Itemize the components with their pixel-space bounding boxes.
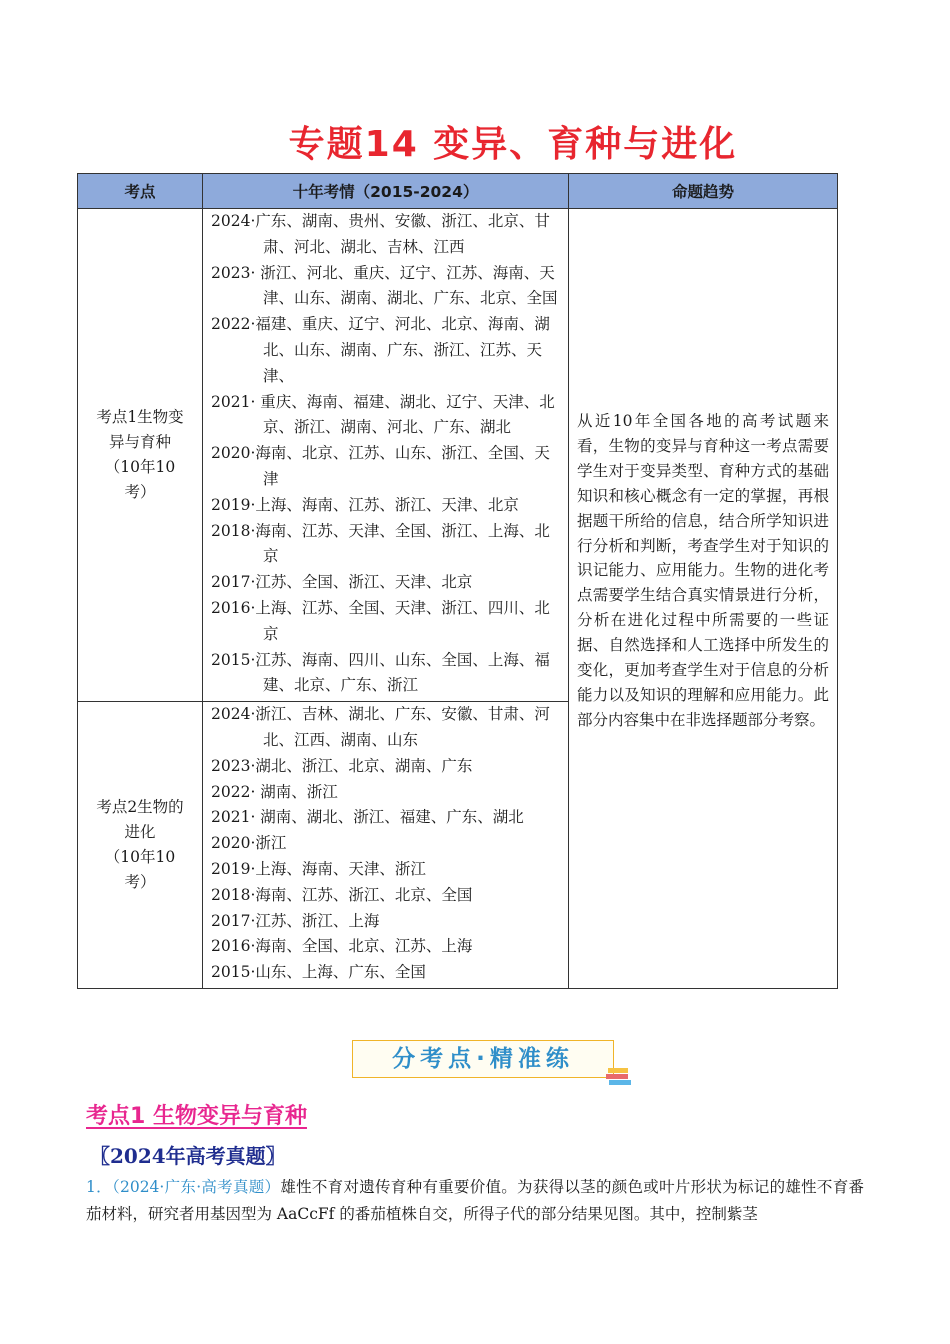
overview-table [77, 173, 838, 989]
topic-name-line: （10年10 [104, 848, 176, 867]
year-entry: 2015·江苏、海南、四川、山东、全国、上海、福建、北京、广东、浙江 [211, 650, 550, 695]
topic-name-line: 考点1生物变 [96, 408, 184, 427]
year-entry: 2019·上海、海南、天津、浙江 [211, 859, 426, 878]
question-text: 雄性不育对遗传育种有重要价值。为获得以茎的颜色或叶片形状为标记的雄性不育番茄材料，研究者用基因型为 AaCcFf 的番茄植株自交，所得子代的部分结果见图。其中，控制紫茎 [86, 1178, 864, 1223]
practice-badge: 分考点·精准练 [352, 1040, 614, 1078]
year-entry: 2021· 重庆、海南、福建、湖北、辽宁、天津、北京、浙江、湖南、河北、广东、湖北 [211, 392, 555, 437]
topic-name-line: 考） [124, 483, 156, 502]
table-header-row [78, 174, 838, 209]
year-entry: 2022·福建、重庆、辽宁、河北、北京、海南、湖北、山东、湖南、广东、浙江、江苏、天津、 [211, 315, 550, 385]
year-entry: 2019·上海、海南、江苏、浙江、天津、北京 [211, 495, 519, 514]
year-entry: 2022· 湖南、浙江 [211, 782, 338, 801]
year-entry: 2024·浙江、吉林、湖北、广东、安徽、甘肃、河北、江西、湖南、山东 [211, 705, 550, 749]
year-entry: 2018·海南、江苏、天津、全国、浙江、上海、北京 [211, 521, 550, 566]
question-1 [86, 1174, 864, 1228]
year-entry: 2016·海南、全国、北京、江苏、上海 [211, 937, 473, 956]
year-entry: 2017·江苏、浙江、上海 [211, 911, 380, 930]
year-entry: 2017·江苏、全国、浙江、天津、北京 [211, 573, 473, 592]
year-entry: 2020·浙江 [211, 834, 287, 853]
topic-name-line: 异与育种 [108, 433, 171, 452]
question-source: （2024·广东·高考真题） [111, 1178, 281, 1196]
year-entry: 2015·山东、上海、广东、全国 [211, 963, 426, 982]
topic-name-line: （10年10 [104, 458, 176, 477]
section-title: 考点1 生物变异与育种 [86, 1104, 307, 1129]
years-cell [203, 702, 569, 989]
years-cell [203, 209, 569, 702]
year-entry: 2021· 湖南、湖北、浙江、福建、广东、湖北 [211, 808, 524, 827]
year-entry: 2016·上海、江苏、全国、天津、浙江、四川、北京 [211, 598, 550, 643]
topic-name-line: 考点2生物的 [96, 798, 184, 817]
topic-name-line: 考） [124, 873, 156, 892]
header-history: 十年考情（2015-2024） [203, 174, 569, 209]
year-entry: 2024·广东、湖南、贵州、安徽、浙江、北京、甘肃、河北、湖北、吉林、江西 [211, 212, 550, 256]
topic-cell [78, 209, 203, 702]
year-entry: 2023·湖北、浙江、北京、湖南、广东 [211, 756, 473, 775]
trend-cell: 从近10年全国各地的高考试题来看，生物的变异与育种这一考点需要学生对于变异类型、育种方式的基础知识和核心概念有一定的掌握，再根据题干所给的信息，结合所学知识进行分析和判断，考查学生对于知识的识记能力、应用能力。生物的进化考点需要学生结合真实情景进行分析，分析在进化过程中所需要的一些证据、自然选择和人工选择中所发生的变化，更加考查学生对于信息的分析能力以及知识的理解和应用能力。此部分内容集中在非选择题部分考察。 [569, 209, 838, 989]
year-entry: 2020·海南、北京、江苏、山东、浙江、全国、天津 [211, 444, 550, 488]
year-entry: 2023· 浙江、河北、重庆、辽宁、江苏、海南、天津、山东、湖南、湖北、广东、北京、全国 [211, 263, 558, 308]
subsection-title: 〖2024年高考真题〗 [90, 1144, 286, 1168]
year-entry: 2018·海南、江苏、浙江、北京、全国 [211, 885, 473, 904]
books-icon [604, 1066, 634, 1086]
topic-cell [78, 702, 203, 989]
header-trend: 命题趋势 [569, 174, 838, 209]
question-number: 1． [86, 1178, 112, 1196]
topic-name-line: 进化 [124, 823, 156, 842]
page-title: 专题14 变异、育种与进化 [288, 124, 738, 165]
table-row [78, 209, 838, 702]
header-topic: 考点 [78, 174, 203, 209]
